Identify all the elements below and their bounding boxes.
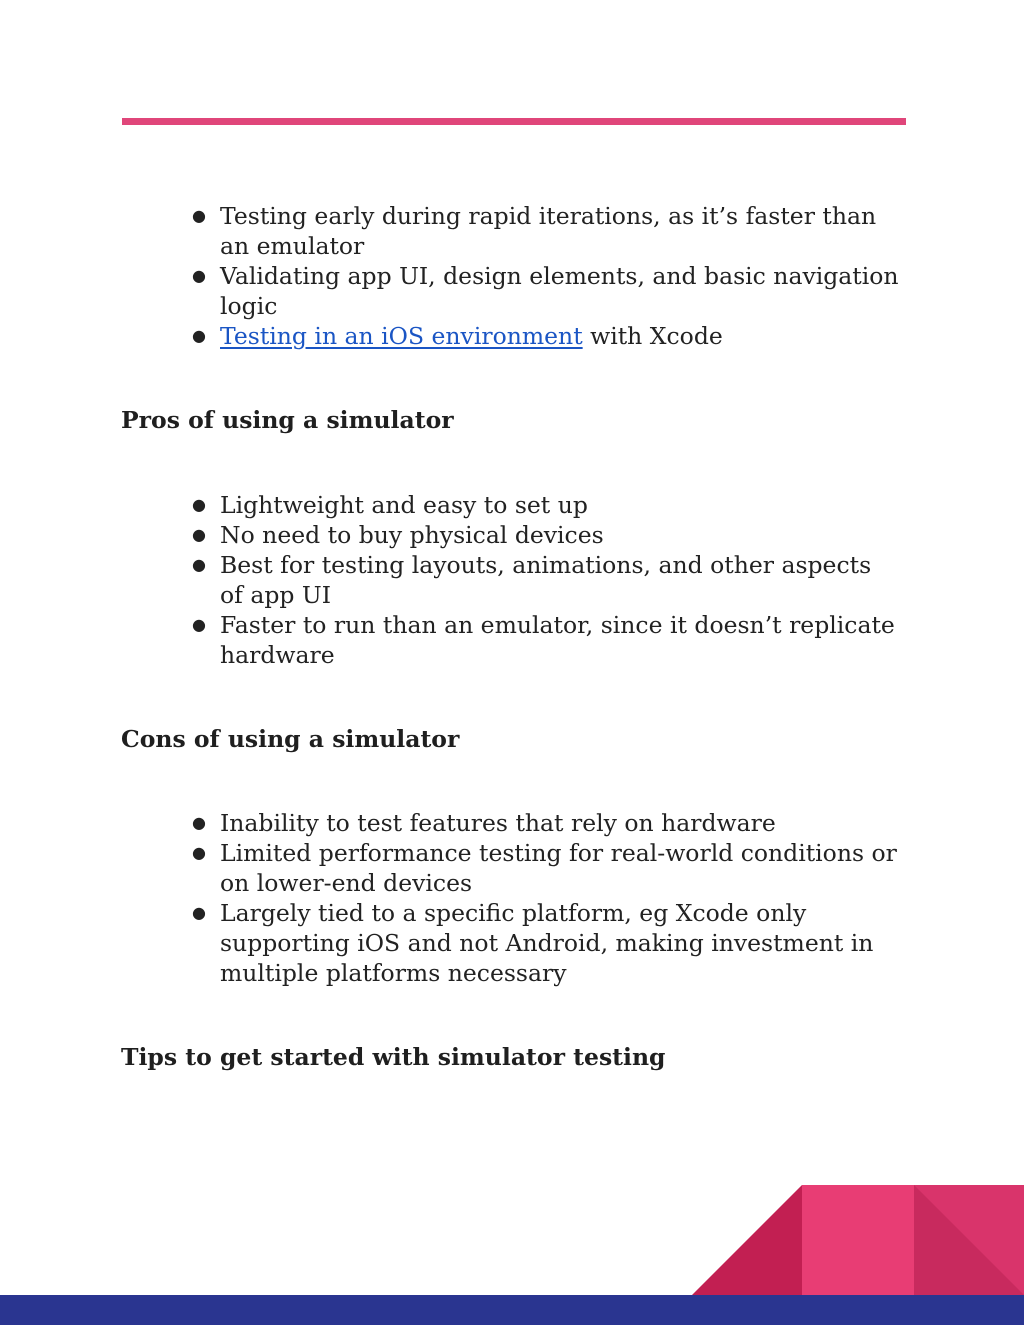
list-item [188, 490, 900, 520]
top-accent-rule [122, 118, 906, 125]
list-item-text: with Xcode [582, 322, 723, 350]
pros-bullet-list [188, 490, 900, 670]
list-item [188, 550, 900, 610]
bullet-icon: ● [192, 615, 206, 634]
list-item-text: Lightweight and easy to set up [220, 491, 588, 519]
bullet-icon: ● [192, 495, 206, 514]
list-item-text: Faster to run than an emulator, since it doesn’t replicate hardware [220, 611, 895, 669]
bullet-icon: ● [192, 326, 206, 345]
intro-bullet-list [188, 201, 900, 351]
corner-pink-block [802, 1185, 914, 1295]
bullet-icon: ● [192, 813, 206, 832]
list-item-text: Testing early during rapid iterations, as it’s faster than an emulator [220, 202, 877, 260]
list-item [188, 898, 900, 988]
bullet-icon: ● [192, 206, 206, 225]
bullet-icon: ● [192, 266, 206, 285]
list-item [188, 610, 900, 670]
list-item [188, 808, 900, 838]
list-item [188, 261, 900, 321]
pros-heading: Pros of using a simulator [121, 406, 454, 434]
bullet-icon: ● [192, 843, 206, 862]
list-item-text: Best for testing layouts, animations, and other aspects of app UI [220, 551, 872, 609]
corner-right-block [914, 1185, 1024, 1295]
list-item [188, 201, 900, 261]
cons-bullet-list [188, 808, 900, 988]
list-item [188, 520, 900, 550]
list-item [188, 838, 900, 898]
tips-heading: Tips to get started with simulator testing [121, 1043, 666, 1071]
list-item [188, 321, 900, 351]
list-item-text: Largely tied to a specific platform, eg Xcode only supporting iOS and not Android, making investment in multiple platforms necessary [220, 899, 874, 987]
bullet-icon: ● [192, 525, 206, 544]
bullet-icon: ● [192, 903, 206, 922]
cons-heading: Cons of using a simulator [121, 725, 460, 753]
corner-dark-fold-shape [914, 1185, 1024, 1295]
footer-navy-band [0, 1295, 1024, 1325]
corner-triangle-shape [692, 1185, 802, 1295]
list-item-text: Limited performance testing for real-world conditions or on lower-end devices [220, 839, 897, 897]
list-item-text: No need to buy physical devices [220, 521, 604, 549]
list-item-text: Inability to test features that rely on hardware [220, 809, 776, 837]
bullet-icon: ● [192, 555, 206, 574]
list-item-text: Validating app UI, design elements, and basic navigation logic [220, 262, 899, 320]
ios-environment-link[interactable]: Testing in an iOS environment [220, 322, 583, 350]
